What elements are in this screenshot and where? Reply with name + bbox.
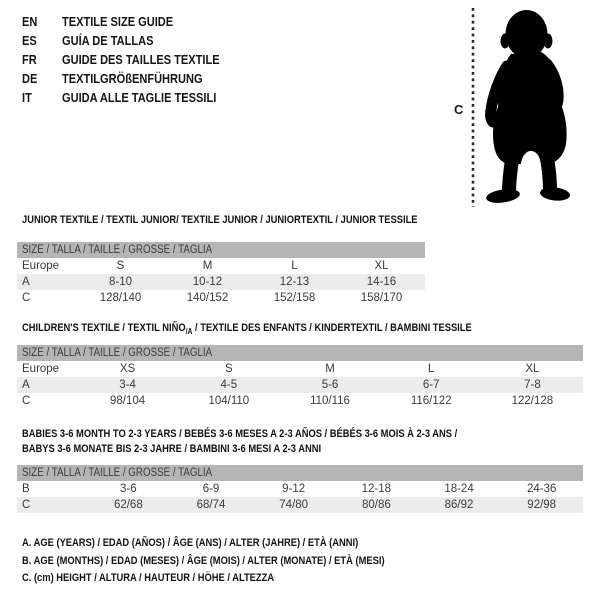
table-row (17, 258, 425, 274)
size-value: 68/74 (196, 499, 226, 511)
toddler-silhouette-icon (481, 7, 581, 209)
size-value: 98/104 (110, 395, 146, 407)
language-code: DE (22, 71, 38, 86)
size-value: 140/152 (186, 292, 229, 304)
row-label: Europe (22, 260, 60, 272)
size-value: 4-5 (220, 379, 238, 391)
table-title-line: JUNIOR TEXTILE / TEXTIL JUNIOR/ TEXTILE JUNIOR / JUNIORTEXTIL / JUNIOR TESSILE (22, 214, 418, 226)
size-value: 110/116 (310, 395, 350, 407)
size-value: 3-4 (119, 379, 136, 391)
footnote-line: B. AGE (MONTHS) / EDAD (MESES) / ÂGE (MOIS) / ALTER (MONATE) / ETÀ (MESI) (22, 554, 385, 567)
size-value: L (291, 260, 298, 272)
size-value: 18-24 (444, 483, 474, 495)
size-value: 12-13 (279, 276, 310, 288)
size-value: 128/140 (99, 292, 142, 304)
size-value: XL (374, 260, 389, 272)
size-value: 6-9 (202, 483, 220, 495)
size-value: 152/158 (273, 292, 316, 304)
footnotes (22, 535, 449, 588)
children-table-title (22, 321, 551, 339)
size-value: M (202, 260, 213, 272)
language-entry (22, 88, 247, 107)
junior-size-table (17, 242, 425, 306)
table-row (17, 274, 425, 290)
language-code: ES (22, 33, 37, 48)
babies-size-table (17, 465, 583, 513)
size-value: 24-36 (526, 483, 557, 495)
size-value: 12-18 (361, 483, 392, 495)
size-value: 14-16 (366, 276, 397, 288)
language-code: IT (22, 90, 32, 105)
row-label: Europe (22, 363, 60, 375)
size-value: 5-6 (321, 379, 339, 391)
footnote-line: C. (cm) HEIGHT / ALTURA / HAUTEUR / HÖHE / ALTEZZA (22, 572, 275, 585)
language-title: GUIDE DES TAILLES TEXTILE (62, 52, 220, 67)
language-entry (22, 50, 247, 69)
size-value: XL (525, 363, 540, 375)
height-marker-c-label: C (454, 102, 464, 117)
language-code: FR (22, 52, 37, 67)
table-title-line: BABIES 3-6 MONTH TO 2-3 YEARS / BEBÉS 3-6 MESES A 2-3 AÑOS / BÉBÉS 3-6 MOIS À 2-3 ANS / (22, 428, 458, 440)
row-label: A (22, 276, 30, 288)
size-value: 92/98 (527, 499, 557, 511)
language-entry (22, 31, 247, 50)
size-value: 62/68 (113, 499, 143, 511)
table-row (17, 497, 583, 513)
footnote-line: A. AGE (YEARS) / EDAD (AÑOS) / ÂGE (ANS) / ALTER (JAHRE) / ETÀ (ANNI) (22, 537, 359, 549)
table-row (17, 377, 583, 393)
size-value: S (224, 363, 233, 375)
size-value: 6-7 (422, 379, 440, 391)
size-value: S (116, 260, 125, 272)
row-label: C (22, 292, 31, 304)
table-title-line: BABYS 3-6 MONATE BIS 2-3 JAHRE / BAMBINI 3-6 MESI A 2-3 ANNI (22, 443, 322, 455)
language-entry (22, 69, 247, 88)
size-header-bar: SIZE / TALLA / TAILLE / GRÖSSE / TAGLIA (17, 345, 583, 361)
size-value: 122/128 (511, 395, 554, 407)
size-value: L (428, 363, 435, 375)
size-value: 116/122 (410, 395, 452, 407)
size-value: 3-6 (120, 483, 137, 495)
language-list (22, 12, 247, 107)
junior-table-title (22, 213, 487, 228)
table-row (17, 393, 583, 409)
table-title-line: CHILDREN'S TEXTILE / TEXTIL $NIÑO_{/A}$ / TEXTILE DES ENFANTS / KINDERTEXTIL / BAMBINI TESSILE (22, 322, 472, 337)
row-label: A (22, 379, 30, 391)
size-value: 9-12 (282, 483, 306, 495)
row-label: C (22, 499, 31, 511)
children-size-table (17, 345, 583, 409)
language-title: TEXTILGRÖßENFÜHRUNG (62, 71, 203, 86)
table-row (17, 481, 583, 497)
language-title: TEXTILE SIZE GUIDE (62, 14, 174, 29)
language-entry (22, 12, 247, 31)
size-value: 74/80 (279, 499, 309, 511)
size-value: M (325, 363, 335, 375)
size-value: 104/110 (208, 395, 250, 407)
size-value: 86/92 (444, 499, 474, 511)
language-code: EN (22, 14, 38, 29)
size-header-bar: SIZE / TALLA / TAILLE / GRÖSSE / TAGLIA (17, 242, 425, 258)
size-value: 158/170 (360, 292, 403, 304)
language-title: GUIDA ALLE TAGLIE TESSILI (62, 90, 217, 105)
height-measure-dashed-line (470, 7, 476, 208)
size-value: 7-8 (524, 379, 541, 391)
size-value: 10-12 (192, 276, 223, 288)
babies-table-title (22, 427, 534, 457)
row-label: C (22, 395, 31, 407)
table-row (17, 290, 425, 306)
size-value: XS (119, 363, 136, 375)
row-label: B (22, 483, 30, 495)
size-value: 80/86 (361, 499, 391, 511)
size-value: 8-10 (108, 276, 133, 288)
table-row (17, 361, 583, 377)
size-header-bar: SIZE / TALLA / TAILLE / GRÖSSE / TAGLIA (17, 465, 583, 481)
language-title: GUÍA DE TALLAS (62, 33, 154, 48)
